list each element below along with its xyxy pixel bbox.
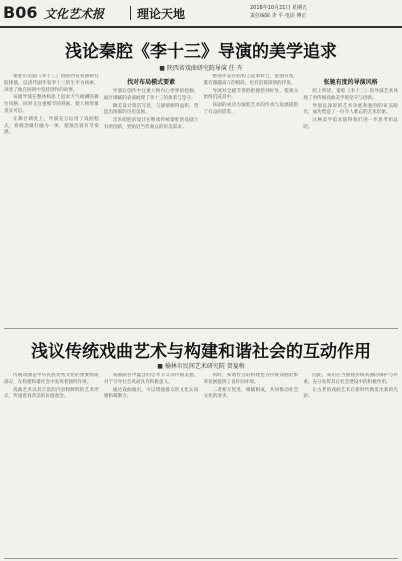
article1-subhead: 找对布局模式要素	[127, 79, 176, 86]
section-divider	[4, 328, 398, 329]
article1-column	[4, 74, 99, 324]
paragraph: 导演在创作中注重人物内心世界的挖掘，通过细腻的表演展现了李十三的执着与坚守。	[103, 89, 199, 101]
article2-column	[204, 373, 299, 557]
paragraph: 因此，我们应当重视传统戏曲的保护与传承，充分发挥其在社会建设中的积极作用。	[303, 373, 398, 385]
article2-byline: ■ 榆林市民间艺术研究院 贺宴梅	[157, 363, 245, 370]
article2-column	[4, 373, 99, 557]
article1-byline: ■ 陕西省戏曲研究院导演 任 卉	[159, 65, 243, 72]
paragraph: 传统戏曲是中华民族优秀文化的重要组成部分，在构建和谐社会中发挥着独特作用。	[4, 373, 99, 385]
page-bottom-rule	[4, 558, 398, 559]
article2-title: 浅议传统戏曲艺术与构建和谐社会的互动作用	[31, 342, 371, 362]
paragraph: 秦腔历史剧《李十三》由陕西省戏曲研究院排演，以清代剧作家李十三的生平为线索，讲述了他在困境中坚持创作的故事。	[4, 74, 99, 93]
paragraph: 导演以深厚的艺术功底和独到的审美眼光，成功塑造了一位令人难忘的艺术形象。	[303, 103, 398, 116]
page-number: B06	[3, 3, 38, 22]
page-header	[0, 0, 402, 28]
issue-staff: 责任编辑 李 平 电话 傅正	[250, 13, 307, 19]
article2-column	[104, 373, 199, 557]
article1-body	[4, 74, 398, 324]
article1-column	[303, 74, 398, 324]
paragraph: 音乐唱腔的设计在继承传统秦腔的基础上有所创新，更贴近当代观众的审美需求。	[103, 118, 199, 130]
article1-subhead: 张驰有度的导演风格	[323, 79, 378, 86]
paragraph: 这种美学追求值得我们进一步思考和总结。	[303, 118, 398, 130]
paragraph: 该剧的成功为秦腔艺术的传承与发展提供了有益的借鉴。	[203, 103, 299, 115]
paragraph: 综上所述，秦腔《李十三》的导演艺术体现了对传统戏曲美学的坚守与创新。	[303, 89, 398, 101]
paragraph: 戏曲艺术以其丰富的内容和鲜明的艺术形式，传递着真善美的价值观念。	[4, 387, 99, 400]
header-divider	[130, 6, 131, 20]
paragraph: 舞美设计简洁写意，与剧情相得益彰，营造出浓郁的历史氛围。	[103, 103, 199, 116]
paragraph: 通过戏曲演出，可以增强群众的文化认同感和凝聚力。	[103, 387, 199, 400]
section-name: 理论天地	[137, 7, 186, 21]
article2-body	[4, 373, 398, 557]
paragraph: 同时，和谐社会的构建也为传统戏曲的繁荣发展提供了良好的环境。	[203, 373, 299, 385]
newspaper-name: 文化艺术报	[44, 7, 105, 21]
paragraph: 整部作品在结构上起承转合，张弛有度，既有激越高亢的唱段，也有沉郁深情的抒发。	[203, 74, 299, 86]
article1-column	[104, 74, 199, 324]
paragraph: 该剧导演在整体构思上追求大气磅礴的舞台风格，同时又注重细节的刻画，使人物形象真实可信。	[4, 95, 99, 114]
paragraph: 在舞台调度上，导演充分运用了戏曲程式，将唱念做打融为一体，使演出富有节奏感。	[4, 116, 99, 136]
paragraph: 戏曲剧目中蕴含的忠孝节义等传统美德，对于引导社会风尚具有积极意义。	[103, 373, 199, 385]
article2-column	[303, 373, 398, 557]
paragraph: 二者相互促进，相辅相成，共同推动社会文化的进步。	[203, 387, 299, 400]
article1-column	[204, 74, 299, 324]
issue-date: 2016年10月21日 星期五	[250, 5, 308, 11]
article1-title: 浅论秦腔《李十三》导演的美学追求	[65, 42, 337, 62]
paragraph: 导演对全剧节奏的把握恰到好处，使观众始终沉浸其中。	[203, 88, 299, 101]
paragraph: 让古老的戏曲艺术在新时代焕发出新的光彩。	[303, 387, 398, 400]
